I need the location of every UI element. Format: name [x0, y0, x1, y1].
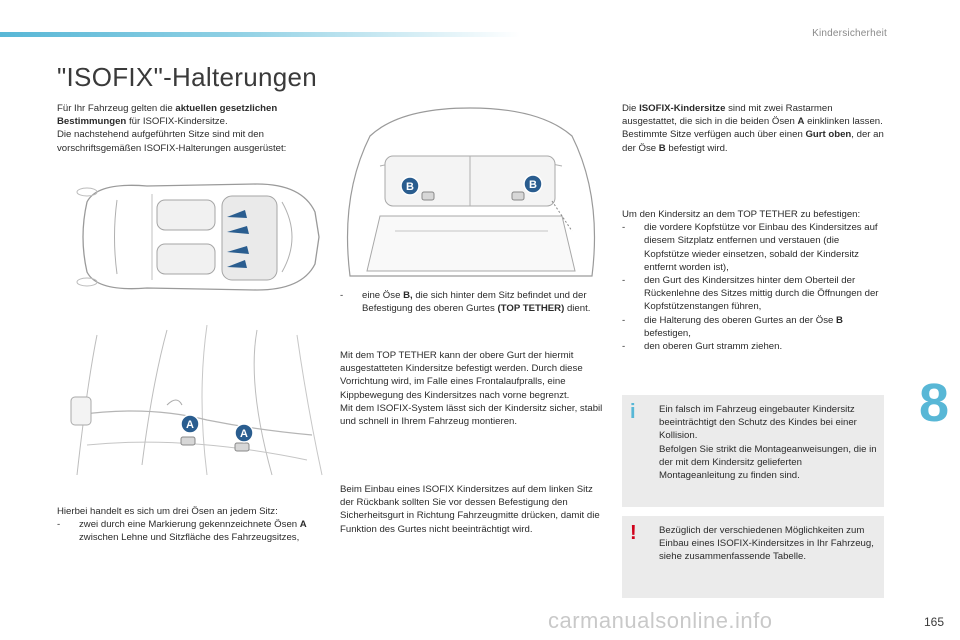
step-item: - die Halterung des oberen Gurtes an der Öse B befestigen,	[622, 314, 843, 339]
info-icon: i	[630, 401, 636, 423]
step-item: - die vordere Kopfstütze vor Einbau des Kindersitzes auf diesem Sitzplatz entfernen und verstauen (die Kopfstütze wieder einsetzen, sobald der Kindersitz entfernt worden ist),	[622, 222, 878, 273]
info-box	[622, 395, 884, 507]
section-title: Kindersicherheit	[812, 28, 887, 39]
svg-text:A: A	[240, 428, 248, 440]
top-tether-description: Mit dem TOP TETHER kann der obere Gurt der hiermit ausgestatteten Kindersitze befestigt werden. Durch diese Vorrichtung wird, im Falle eines Frontalaufpralls, eine Kippbewegung des Kindersitzes nach vorne begrenzt. Mit dem ISOFIX-System lässt sich der Kindersitz sicher, stabil und schnell in Ihrem Fahrzeug montieren.	[340, 350, 603, 428]
info-box-text: Ein falsch im Fahrzeug eingebauter Kindersitz beeinträchtigt den Schutz des Kindes bei einer Kollision. Befolgen Sie strikt die Montageanweisungen, die in der mit dem Kindersitz gelieferten Montageanleitung zu finden sind.	[659, 404, 877, 482]
top-tether-steps: Um den Kindersitz an dem TOP TETHER zu befestigen: - die vordere Kopfstütze vor Einbau des Kindersitzes auf diesem Sitzplatz entfernen und verstauen (die Kopfstütze wieder einsetzen, sobald der Kindersitz entfernt worden ist), - den Gurt des Kindersitzes hinter dem Oberteil der Rückenlehne des Sitzes mittig durch die Öffnungen der Kopfstützenstangen führen, - die Halterung des oberen Gurtes an der Öse B befestigen, - den oberen Gurt stramm ziehen.	[622, 208, 884, 353]
left-seat-installation-note: Beim Einbau eines ISOFIX Kindersitzes auf dem linken Sitz der Rückbank sollten Sie vor dessen Befestigung den Sicherheitsgurt in Richtung Fahrzeugmitte drücken, damit die Funktion des Gurtes nicht beeinträchtigt wird.	[340, 484, 600, 535]
warning-box-text: Bezüglich der verschiedenen Möglichkeiten zum Einbau eines ISOFIX-Kindersitzes in Ihr Fahrzeug, siehe zusammenfassende Tabelle.	[659, 525, 874, 563]
car-top-view-illustration	[57, 172, 327, 302]
top-tether-b-badge	[524, 175, 542, 193]
intro-text: Für Ihr Fahrzeug gelten die aktuellen gesetzlichen Bestimmungen für ISOFIX-Kindersitze. Die nachstehend aufgeführten Sitze sind mit den vorschriftsgemäßen ISOFIX-Halterungen ausgerüstet:	[57, 103, 287, 154]
chapter-number: 8	[919, 373, 950, 433]
isofix-seat-description: Die ISOFIX-Kindersitze sind mit zwei Rastarmen ausgestattet, die sich in die beiden Ösen A einklinken lassen. Bestimmte Sitze verfügen auch über einen Gurt oben, der an der Öse B befestigt wird.	[622, 103, 884, 154]
isofix-a-badge	[181, 415, 199, 433]
isofix-a-badge	[235, 424, 253, 442]
header-accent-bar	[0, 32, 520, 37]
warning-icon: !	[630, 522, 637, 544]
page-title: "ISOFIX"-Halterungen	[57, 62, 318, 92]
watermark: carmanualsonline.info	[548, 608, 773, 633]
top-tether-anchor-item: - eine Öse B, die sich hinter dem Sitz befindet und der Befestigung des oberen Gurtes (TOP TETHER) dient.	[340, 290, 591, 315]
warning-box	[622, 516, 884, 598]
rear-seat-isofix-illustration	[57, 325, 329, 485]
page-number: 165	[923, 615, 944, 629]
trunk-top-tether-illustration	[340, 106, 603, 278]
svg-text:B: B	[406, 181, 414, 193]
step-item: - den Gurt des Kindersitzes hinter dem Oberteil der Rückenlehne des Sitzes mittig durch die Öffnungen der Kopfstützenstangen führen,	[622, 275, 879, 313]
svg-text:B: B	[529, 179, 537, 191]
svg-text:A: A	[186, 419, 194, 431]
step-item: - den oberen Gurt stramm ziehen.	[622, 341, 783, 353]
top-tether-b-badge	[401, 177, 419, 195]
anchor-description: Hierbei handelt es sich um drei Ösen an jedem Sitz: - zwei durch eine Markierung gekennzeichnete Ösen A zwischen Lehne und Sitzfläche des Fahrzeugsitzes,	[57, 506, 307, 544]
